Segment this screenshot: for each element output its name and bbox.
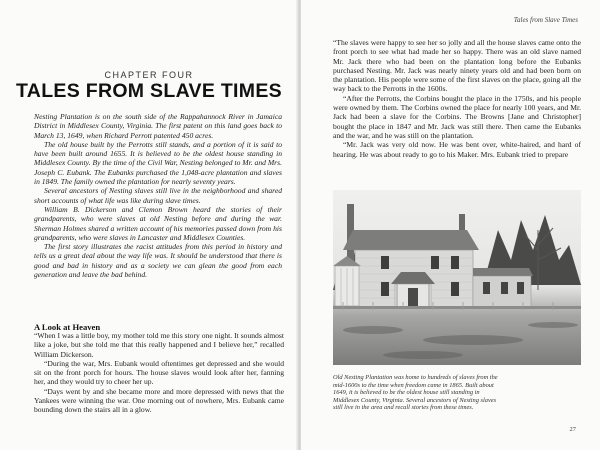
intro-paragraph: Nesting Plantation is on the south side of the Rappahannock River in Jamaica District in Middlesex County, Virginia. The first patent on this land goes back to March 13, 1649, when Richard Perrott patented 450 acres. [34, 112, 282, 140]
body-text-left [34, 331, 284, 415]
photo-caption [333, 374, 503, 412]
body-paragraph: “When I was a little boy, my mother told me this story one night. It sounds almost like a joke, but she told me that this really happened and I believe her,” recalled William Dickerson. [34, 331, 284, 359]
section-heading: A Look at Heaven [34, 322, 101, 332]
body-paragraph: “The slaves were happy to see her so jolly and all the house slaves came onto the front porch to see what had made her so happy. There was an old slave named Mr. Jack there who had been on the plantation long before the Eubanks purchased Nesting. Mr. Jack was nearly ninety years old and had been born on the plantation. His people were some of the first slaves on the place, going all the way back to the Perrotts in the 1600s. [333, 38, 581, 94]
plantation-house-illustration [333, 190, 581, 365]
body-text-right [333, 38, 581, 159]
chapter-intro [34, 112, 282, 279]
plantation-house-photo [333, 190, 581, 365]
body-paragraph: “Days went by and she became more and more depressed with news that the Yankees were winning the war. One morning out of nowhere, Mrs. Eubank came bounding down the stairs all in a glow. [34, 386, 284, 415]
caption-text: Old Nesting Plantation was home to hundreds of slaves from the mid-1600s to the time when freedom came in 1865. Built about 1649, it is believed to be the oldest house still standing in Middlesex County, Virginia. Several ancestors of Nesting slaves still live in the area and recall stories from these times. [333, 374, 498, 411]
chapter-label: CHAPTER FOUR [104, 70, 194, 80]
page-number: 27 [569, 426, 576, 433]
left-page [0, 0, 298, 450]
intro-paragraph: The old house built by the Perrotts still stands, and a portion of it is said to have been built around 1655. It is believed to be the oldest house standing in Middlesex County. By the time of the Civil War, Nesting belonged to Mr. and Mrs. Joseph C. Eubank. The Eubanks purchased the 1,048-acre plantation and slaves in 1849. The family owned the plantation for nearly seventy years. [34, 139, 282, 187]
chapter-title: TALES FROM SLAVE TIMES [16, 80, 282, 102]
body-paragraph: “During the war, Mrs. Eubank would oftentimes get depressed and she would sit on the front porch for hours. The house slaves would look after her, fanning her, and they would try to cheer her up. [34, 358, 284, 387]
right-page [301, 0, 600, 450]
body-paragraph: “After the Perrotts, the Corbins bought the place in the 1750s, and his people were owned by them. The Corbins owned the place for nearly 100 years, and Mr. Jack had been a slave for the Corbins. The Browns [Jane and Christopher] bought the place in 1847 and Mr. Jack was still there. Then came the Eubanks and the war, and he was still on the plantation. [333, 93, 581, 140]
running-head: Tales from Slave Times [513, 16, 578, 24]
intro-paragraph: The first story illustrates the racist attitudes from this period in history and tells us a great deal about the way life was. It should be understood that there is good and bad in history and as a society we can glean the good from each generation and leave the bad behind. [34, 242, 282, 280]
body-paragraph: “Mr. Jack was very old now. He was bent over, white-haired, and hard of hearing. He was about ready to go to his Maker. Mrs. Eubank tried to prepare [333, 140, 581, 159]
intro-paragraph: Several ancestors of Nesting slaves still live in the neighborhood and shared short accounts of what life was like during slave times. [34, 186, 282, 205]
intro-paragraph: William B. Dickerson and Clemon Brown heard the stories of their grandparents, who were slaves at old Nesting before and during the war. Sherman Holmes shared a written account of his memories passed down from his grandparents, who were slaves in Lancaster and Middlesex Counties. [34, 204, 282, 242]
